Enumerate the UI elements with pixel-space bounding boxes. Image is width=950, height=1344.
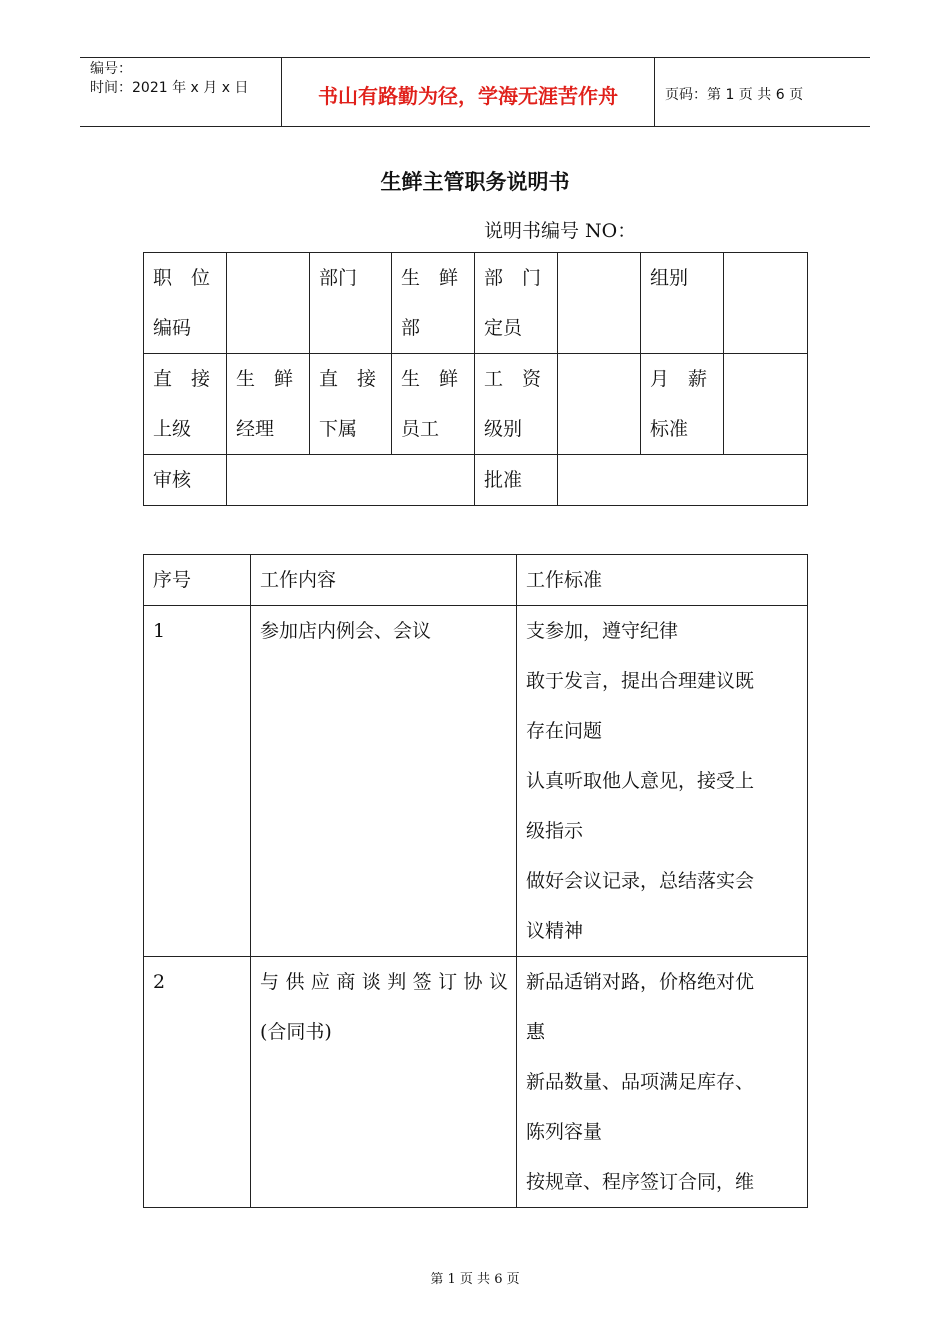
department-label: 部门 [310, 253, 392, 354]
row-content: 参加店内例会、会议 [251, 606, 517, 957]
direct-subordinate-value: 生 鲜 员工 [392, 354, 475, 455]
standard-line: 敢于发言，提出合理建议既 [526, 670, 755, 692]
standard-line: 级指示 [526, 820, 584, 842]
standard-line: 存在问题 [526, 720, 603, 742]
monthly-pay-value [724, 354, 808, 455]
doc-number-label: 编号： [90, 61, 132, 77]
standard-line: 做好会议记录，总结落实会 [526, 870, 755, 892]
group-label: 组别 [641, 253, 724, 354]
page-footer: 第 1 页 共 6 页 [430, 1272, 520, 1287]
header-meta [90, 60, 248, 98]
table-row [144, 354, 808, 455]
approve-value [558, 455, 808, 506]
table-row [144, 606, 808, 957]
monthly-pay-label: 月 薪 标准 [641, 354, 724, 455]
standard-line: 议精神 [526, 920, 584, 942]
column-header-standard: 工作标准 [517, 555, 808, 606]
header-page-info: 页码：第 1 页 共 6 页 [665, 87, 804, 103]
header-motto: 书山有路勤为径，学海无涯苦作舟 [318, 84, 618, 108]
page-header [80, 57, 870, 127]
position-code-value [227, 253, 310, 354]
standard-line: 新品适销对路，价格绝对优 [526, 971, 755, 993]
standard-line: 新品数量、品项满足库存、 [526, 1071, 755, 1093]
row-standards [517, 606, 808, 957]
row-number: 1 [144, 606, 251, 957]
standard-line: 认真听取他人意见，接受上 [526, 770, 755, 792]
standard-line: 陈列容量 [526, 1121, 603, 1143]
header-divider [654, 58, 655, 126]
column-header-content: 工作内容 [251, 555, 517, 606]
row-number: 2 [144, 957, 251, 1208]
dept-staff-value [558, 253, 641, 354]
table-row [144, 253, 808, 354]
standard-line: 支参加，遵守纪律 [526, 620, 679, 642]
direct-superior-label: 直 接 上级 [144, 354, 227, 455]
doc-time-label: 时间：2021 年 x 月 x 日 [90, 80, 249, 96]
table-header-row [144, 555, 808, 606]
direct-superior-value: 生 鲜 经理 [227, 354, 310, 455]
row-standards [517, 957, 808, 1208]
dept-staff-label: 部 门 定员 [475, 253, 558, 354]
review-value [227, 455, 475, 506]
row-content: 与供应商谈判签订协议 (合同书) [251, 957, 517, 1208]
wage-level-label: 工 资 级别 [475, 354, 558, 455]
wage-level-value [558, 354, 641, 455]
department-value: 生 鲜 部 [392, 253, 475, 354]
approve-label: 批准 [475, 455, 558, 506]
job-info-table [143, 252, 808, 506]
group-value [724, 253, 808, 354]
column-header-no: 序号 [144, 555, 251, 606]
table-row [144, 455, 808, 506]
position-code-label: 职 位 编码 [144, 253, 227, 354]
doc-number-field: 说明书编号 NO： [484, 220, 637, 242]
direct-subordinate-label: 直 接 下属 [310, 354, 392, 455]
review-label: 审核 [144, 455, 227, 506]
page-title: 生鲜主管职务说明书 [380, 170, 570, 194]
table-row [144, 957, 808, 1208]
duty-table [143, 554, 808, 1208]
standard-line: 惠 [526, 1021, 546, 1043]
standard-line: 按规章、程序签订合同，维 [526, 1171, 755, 1193]
